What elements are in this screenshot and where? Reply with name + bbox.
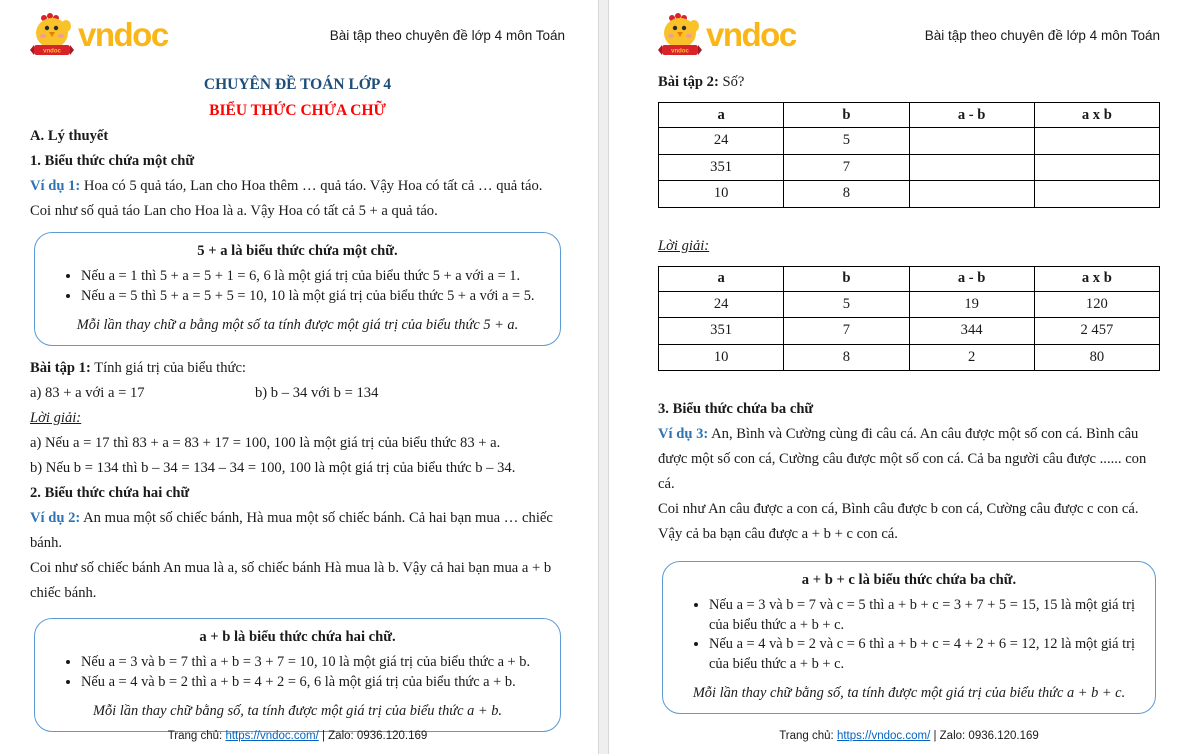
vndoc-home-link[interactable]: https://vndoc.com/: [225, 730, 319, 742]
theory-box-three-letters: [662, 561, 1156, 714]
page-footer-right: [658, 730, 1160, 742]
example-3-line2: Coi như An câu được a con cá, Bình câu được b con cá, Cường câu được c con cá. Vậy cả ba bạn câu được a + b + c con cá.: [658, 501, 1139, 542]
doc-title-line1: CHUYÊN ĐỀ TOÁN LỚP 4: [203, 76, 392, 93]
table-cell: [909, 181, 1034, 208]
table-cell: [1034, 128, 1159, 155]
svg-text:vndoc: vndoc: [43, 48, 61, 55]
example-2-text: An mua một số chiếc bánh, Hà mua một số chiếc bánh. Cả hai bạn mua … chiếc bánh.: [30, 510, 553, 551]
table-cell: [909, 154, 1034, 181]
solution-heading: Lời giải:: [658, 237, 710, 254]
doc-title-line2: BIỂU THỨC CHỨA CHỮ: [209, 102, 386, 119]
exercise-2-text: Số?: [718, 74, 745, 90]
example-1-label: Ví dụ 1:: [30, 178, 81, 194]
page-footer-left: [30, 730, 565, 742]
table-row: [659, 318, 1160, 345]
exercise-1-text: Tính giá trị của biểu thức:: [90, 360, 246, 376]
header-note: Bài tập theo chuyên đề lớp 4 môn Toán: [329, 28, 565, 43]
table-row: [659, 181, 1160, 208]
bullet-item: • Nếu a = 4 và b = 2 thì a + b = 4 + 2 = 6, 6 là một giá trị của biểu thức a + b.: [81, 673, 544, 693]
footer-prefix: Trang chủ:: [167, 730, 226, 742]
table-cell: [1034, 181, 1159, 208]
theory-box-three-letters-title: a + b + c là biểu thức chứa ba chữ.: [801, 572, 1017, 588]
page-left: [0, 0, 598, 754]
exercise-2-label: Bài tập 2:: [658, 74, 719, 90]
theory-box-two-letters-title: a + b là biểu thức chứa hai chữ.: [199, 629, 396, 645]
section-3-heading: 3. Biểu thức chứa ba chữ: [658, 401, 814, 417]
footer-suffix: | Zalo: 0936.120.169: [318, 730, 428, 742]
exercise-2-table-blank: [658, 102, 1160, 208]
example-3-label: Ví dụ 3:: [658, 426, 709, 442]
theory-box-three-letters-bullets: [679, 596, 1139, 674]
table-cell: 24: [659, 128, 784, 155]
table-header-cell: a - b: [909, 266, 1034, 291]
page-header-right: [658, 12, 1160, 64]
example-1-text: Hoa có 5 quả táo, Lan cho Hoa thêm … quả táo. Vậy Hoa có tất cả … quả táo.: [80, 178, 543, 194]
vndoc-home-link[interactable]: https://vndoc.com/: [836, 730, 931, 742]
table-cell: 351: [659, 318, 784, 345]
table-row: [659, 154, 1160, 181]
table-header-cell: a x b: [1034, 266, 1159, 291]
example-2-paragraph: [30, 506, 565, 556]
page-right: [609, 0, 1197, 754]
footer-suffix: | Zalo: 0936.120.169: [930, 730, 1039, 742]
page-header-left: [30, 12, 565, 64]
bullet-item: • Nếu a = 4 và b = 2 và c = 6 thì a + b + c = 4 + 2 + 6 = 12, 12 là một giá trị của biểu thức a + b + c.: [709, 635, 1139, 674]
exercise-2-table-solved: [658, 266, 1160, 372]
table-header-cell: b: [784, 103, 909, 128]
chicken-mascot-icon: [30, 12, 76, 58]
page-divider: [598, 0, 609, 754]
section-2-heading: 2. Biểu thức chứa hai chữ: [30, 485, 190, 501]
exercise-1-heading: [30, 356, 565, 381]
theory-box-one-letter-bullets: [51, 267, 544, 306]
bullet-item: • Nếu a = 5 thì 5 + a = 5 + 5 = 10, 10 là một giá trị của biểu thức 5 + a với a = 5.: [81, 287, 544, 307]
table-row: [659, 344, 1160, 371]
theory-box-two-letters: [34, 618, 561, 732]
vndoc-logo: [658, 12, 796, 58]
table-header-row: [659, 103, 1160, 128]
exercise-1-label: Bài tập 1:: [30, 360, 91, 376]
table-cell: 2 457: [1034, 318, 1159, 345]
solution-heading: Lời giải:: [30, 410, 82, 426]
table-cell: [909, 128, 1034, 155]
table-cell: 7: [784, 154, 909, 181]
exercise-1-item-a: a) 83 + a với a = 17: [30, 385, 145, 401]
table-header-cell: a x b: [1034, 103, 1159, 128]
table-cell: 10: [659, 181, 784, 208]
table-header-cell: a: [659, 266, 784, 291]
table-row: [659, 128, 1160, 155]
table-cell: 5: [784, 291, 909, 318]
solution-line-b: b) Nếu b = 134 thì b – 34 = 134 – 34 = 100, 100 là một giá trị của biểu thức b – 34.: [30, 460, 516, 476]
example-2-label: Ví dụ 2:: [30, 510, 81, 526]
table-row: [659, 291, 1160, 318]
table-cell: 24: [659, 291, 784, 318]
table-cell: 344: [909, 318, 1034, 345]
example-3-paragraph: [658, 422, 1160, 497]
bullet-item: • Nếu a = 3 và b = 7 thì a + b = 3 + 7 = 10, 10 là một giá trị của biểu thức a + b.: [81, 653, 544, 673]
solution-line-a: a) Nếu a = 17 thì 83 + a = 83 + 17 = 100, 100 là một giá trị của biểu thức 83 + a.: [30, 435, 501, 451]
section-1-heading: 1. Biểu thức chứa một chữ: [30, 153, 195, 169]
table-cell: 80: [1034, 344, 1159, 371]
example-3-text: An, Bình và Cường cùng đi câu cá. An câu được một số con cá. Bình câu được một số con cá, Cường câu được một số con cá. Cả ba người câu được ...... con cá.: [658, 426, 1147, 492]
svg-text:vndoc: vndoc: [671, 48, 689, 55]
example-1-line2: Coi như số quả táo Lan cho Hoa là a. Vậy Hoa có tất cả 5 + a quả táo.: [30, 203, 438, 219]
table-cell: 351: [659, 154, 784, 181]
theory-box-two-letters-note: Mỗi lần thay chữ bằng số, ta tính được một giá trị của biểu thức a + b.: [92, 703, 503, 719]
table-cell: 5: [784, 128, 909, 155]
example-2-line2: Coi như số chiếc bánh An mua là a, số chiếc bánh Hà mua là b. Vậy cả hai bạn mua a + b chiếc bánh.: [30, 560, 552, 601]
header-note: Bài tập theo chuyên đề lớp 4 môn Toán: [924, 28, 1160, 43]
table-header-cell: b: [784, 266, 909, 291]
theory-box-three-letters-note: Mỗi lần thay chữ bằng số, ta tính được một giá trị của biểu thức a + b + c.: [692, 685, 1126, 701]
table-header-cell: a: [659, 103, 784, 128]
table-cell: 7: [784, 318, 909, 345]
exercise-2-heading: [658, 70, 1160, 95]
table-cell: 8: [784, 181, 909, 208]
table-cell: 2: [909, 344, 1034, 371]
table-cell: 120: [1034, 291, 1159, 318]
exercise-1-item-b: b) b – 34 với b = 134: [255, 385, 379, 401]
logo-wordmark: vndoc: [78, 16, 168, 53]
logo-wordmark: vndoc: [706, 16, 796, 53]
vndoc-logo: [30, 12, 168, 58]
theory-box-one-letter-note: Mỗi lần thay chữ a bằng một số ta tính được một giá trị của biểu thức 5 + a.: [76, 317, 519, 333]
table-cell: 8: [784, 344, 909, 371]
chicken-mascot-icon: [658, 12, 704, 58]
bullet-item: • Nếu a = 1 thì 5 + a = 5 + 1 = 6, 6 là một giá trị của biểu thức 5 + a với a = 1.: [81, 267, 544, 287]
bullet-item: • Nếu a = 3 và b = 7 và c = 5 thì a + b + c = 3 + 7 + 5 = 15, 15 là một giá trị của biểu thức a + b + c.: [709, 596, 1139, 635]
theory-box-two-letters-bullets: [51, 653, 544, 692]
section-a-heading: A. Lý thuyết: [30, 128, 109, 144]
table-header-cell: a - b: [909, 103, 1034, 128]
table-header-row: [659, 266, 1160, 291]
theory-box-one-letter: [34, 232, 561, 346]
table-cell: [1034, 154, 1159, 181]
table-cell: 10: [659, 344, 784, 371]
table-cell: 19: [909, 291, 1034, 318]
exercise-1-items: [30, 381, 565, 406]
example-1-paragraph: [30, 174, 565, 199]
footer-prefix: Trang chủ:: [779, 730, 837, 742]
theory-box-one-letter-title: 5 + a là biểu thức chứa một chữ.: [197, 243, 398, 259]
